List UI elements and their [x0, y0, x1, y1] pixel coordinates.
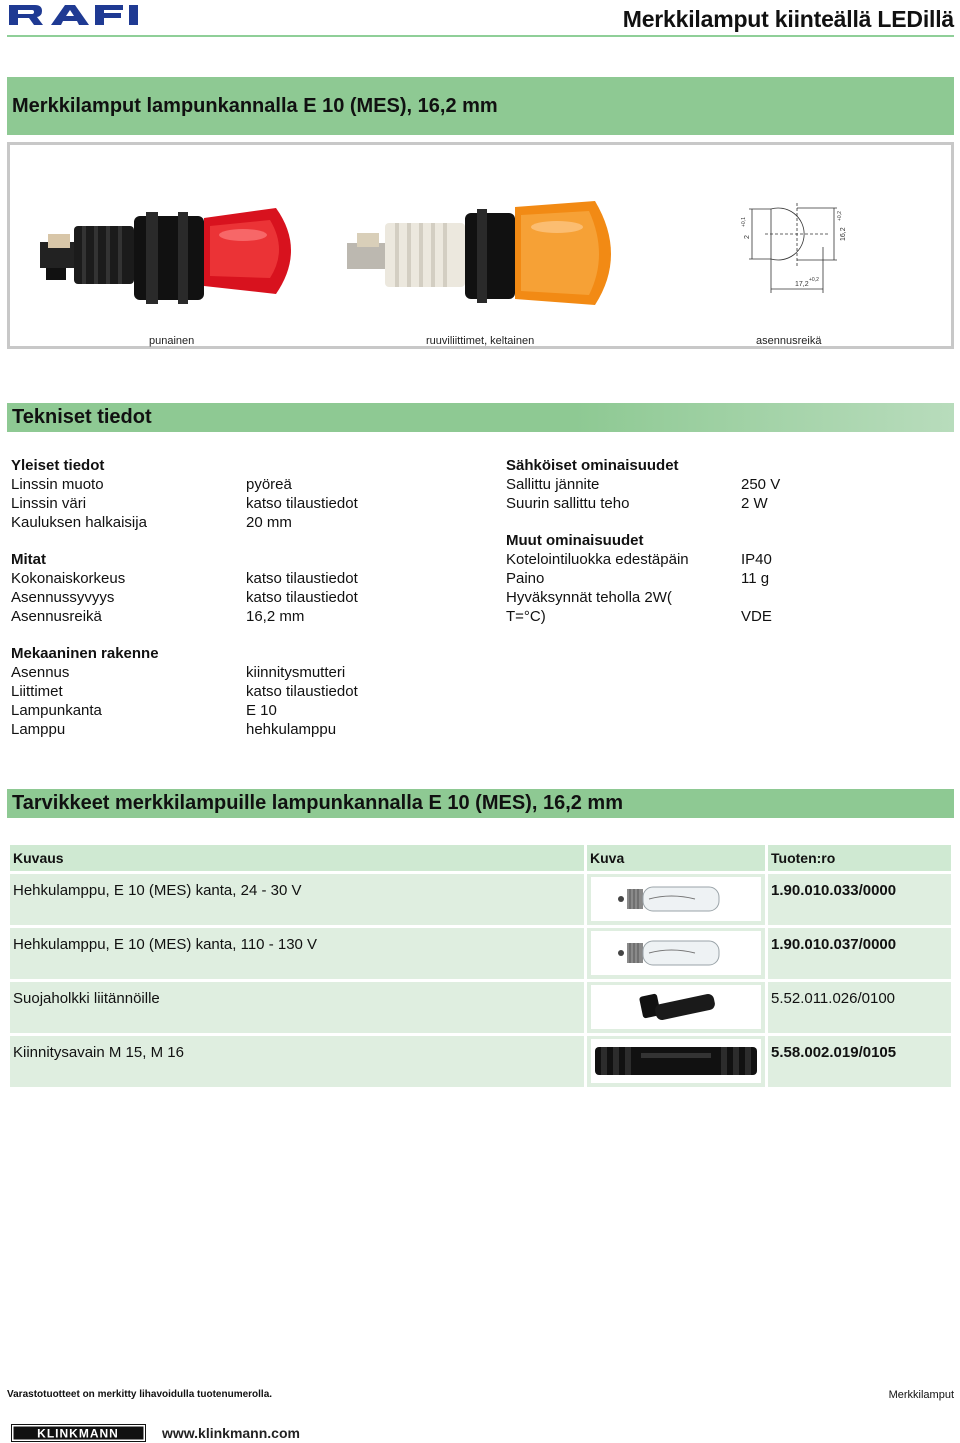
spec-value: katso tilaustiedot: [246, 589, 358, 606]
spec-label: Kotelointiluokka edestäpäin: [506, 551, 689, 568]
spec-label: Linssin muoto: [11, 476, 104, 493]
drawing-key-label: 2: [744, 235, 751, 239]
spec-label: Kauluksen halkaisija: [11, 514, 147, 531]
spec-value: kiinnitysmutteri: [246, 664, 346, 681]
rafi-logo: [7, 4, 149, 26]
caption-orange: ruuviliittimet, keltainen: [426, 335, 535, 347]
product-number: 5.52.011.026/0100: [768, 982, 951, 1033]
table-header-row: [10, 845, 951, 871]
spec-heading-general: Yleiset tiedot: [11, 457, 105, 474]
spec-heading-mechanical: Mekaaninen rakenne: [11, 645, 159, 662]
accessories-title: Tarvikkeet merkkilampuille lampunkannalla E 10 (MES), 16,2 mm: [7, 789, 954, 818]
accessory-description: Hehkulamppu, E 10 (MES) kanta, 24 - 30 V: [10, 874, 584, 925]
table-row: [10, 928, 951, 979]
spec-value: 250 V: [741, 476, 781, 493]
mounting-hole-drawing: [737, 197, 847, 297]
product-number: 1.90.010.033/0000: [768, 874, 951, 925]
drawing-flat-label: 16,2: [840, 227, 847, 241]
spec-label: Hyväksynnät teholla 2W(: [506, 589, 672, 606]
spec-label: Kokonaiskorkeus: [11, 570, 126, 587]
drawing-hole-label: 17,2: [795, 281, 809, 288]
drawing-key-tolerance: +0,1: [741, 217, 747, 227]
spec-label: Lamppu: [11, 721, 66, 738]
spec-label: Paino: [506, 570, 545, 587]
spec-label: Lampunkanta: [11, 702, 102, 719]
spec-value: 20 mm: [246, 514, 292, 531]
spec-label: Asennus: [11, 664, 70, 681]
column-header-image: Kuva: [587, 845, 765, 871]
spec-value: katso tilaustiedot: [246, 570, 358, 587]
tech-specs-title: Tekniset tiedot: [7, 403, 954, 432]
column-header-description: Kuvaus: [10, 845, 584, 871]
product-number: 1.90.010.037/0000: [768, 928, 951, 979]
stock-items-note: Varastotuotteet on merkitty lihavoidulla tuotenumerolla.: [7, 1389, 273, 1400]
spec-value: katso tilaustiedot: [246, 683, 358, 700]
table-row: [10, 874, 951, 925]
mounting-key-image: [591, 1039, 761, 1083]
page-header: [7, 4, 954, 36]
spec-label: Linssin väri: [11, 495, 87, 512]
header-divider: [7, 35, 954, 37]
spec-label: Liittimet: [11, 683, 63, 700]
spec-value: 2 W: [741, 495, 768, 512]
spec-value: E 10: [246, 702, 277, 719]
spec-label: Suurin sallittu teho: [506, 495, 630, 512]
spec-value: pyöreä: [246, 476, 292, 493]
accessories-table: [7, 842, 954, 1090]
accessory-description: Kiinnitysavain M 15, M 16: [10, 1036, 584, 1087]
spec-value: VDE: [741, 608, 772, 625]
spec-label: T=°C): [506, 608, 546, 625]
spec-value: 16,2 mm: [246, 608, 305, 625]
caption-mounting-hole: asennusreikä: [756, 335, 822, 347]
spec-label: Sallittu jännite: [506, 476, 600, 493]
drawing-flat-tolerance: +0,2: [837, 211, 843, 221]
spec-value: katso tilaustiedot: [246, 495, 358, 512]
product-section-title: Merkkilamput lampunkannalla E 10 (MES), 16,2 mm: [7, 77, 954, 135]
spec-label: Asennusreikä: [11, 608, 102, 625]
footer-website-link[interactable]: www.klinkmann.com: [162, 1425, 300, 1441]
spec-heading-electrical: Sähköiset ominaisuudet: [506, 457, 679, 474]
drawing-hole-tolerance: +0,2: [809, 277, 819, 283]
accessory-description: Suojaholkki liitännöille: [10, 982, 584, 1033]
table-row: [10, 982, 951, 1033]
product-photo-panel: [7, 142, 954, 349]
table-row: [10, 1036, 951, 1087]
klinkmann-logo: [11, 1424, 146, 1442]
bulb-image: [591, 931, 761, 975]
orange-indicator-lamp-image: [345, 185, 635, 315]
spec-heading-other: Muut ominaisuudet: [506, 532, 644, 549]
spec-value: hehkulamppu: [246, 721, 337, 738]
spec-value: 11 g: [741, 570, 770, 587]
spec-heading-dimensions: Mitat: [11, 551, 46, 568]
product-number: 5.58.002.019/0105: [768, 1036, 951, 1087]
protective-sleeve-image: [591, 985, 761, 1029]
red-indicator-lamp-image: [38, 190, 318, 310]
spec-value: IP40: [741, 551, 772, 568]
caption-red: punainen: [149, 335, 195, 347]
spec-label: Asennussyvyys: [11, 589, 115, 606]
footer-section-name: Merkkilamput: [888, 1389, 954, 1401]
klinkmann-logo-text: KLINKMANN: [37, 1426, 119, 1441]
page-title: Merkkilamput kiinteällä LEDillä: [622, 6, 954, 32]
bulb-image: [591, 877, 761, 921]
column-header-product-number: Tuoten:ro: [768, 845, 951, 871]
accessory-description: Hehkulamppu, E 10 (MES) kanta, 110 - 130 V: [10, 928, 584, 979]
